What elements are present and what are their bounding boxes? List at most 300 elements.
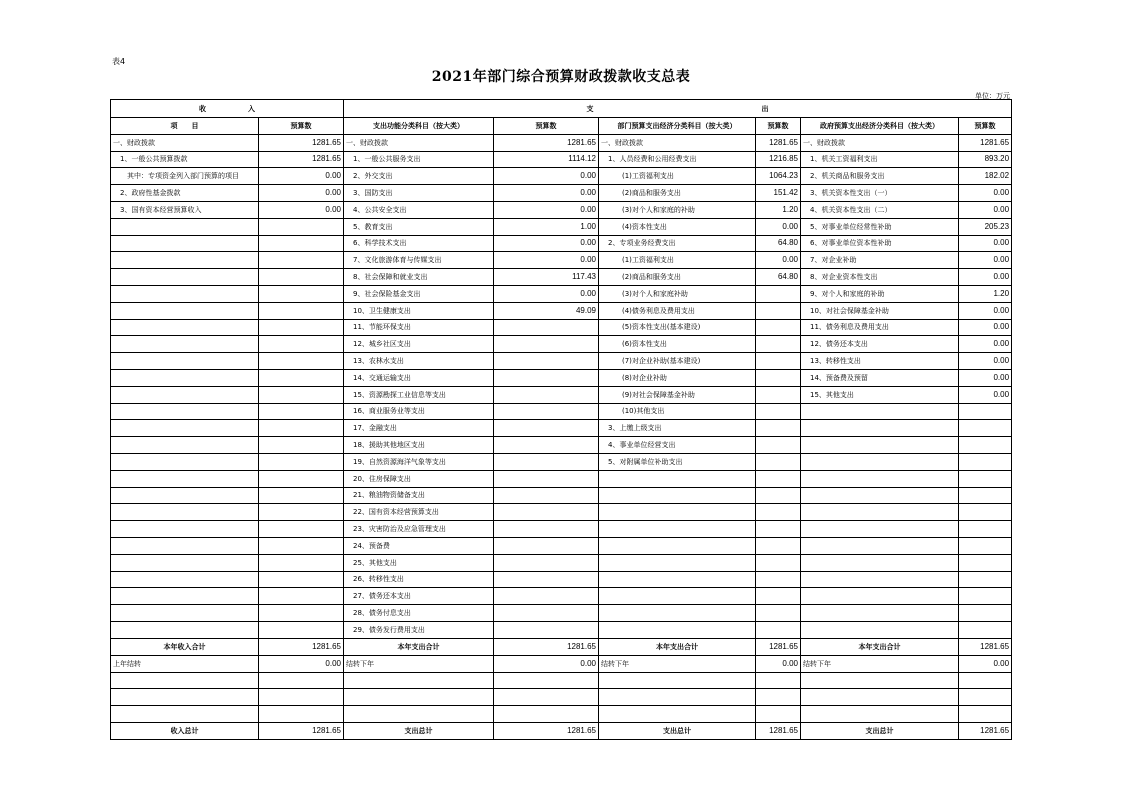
budget-amount-cell [494,621,599,638]
item-label-cell [599,537,756,554]
budget-amount-cell [756,689,801,706]
item-label-cell: 1、一般公共预算拨款 [111,151,259,168]
item-label-cell [801,521,959,538]
item-label-cell [801,453,959,470]
item-label-cell: (10)其他支出 [599,403,756,420]
budget-amount-cell: 0.00 [259,185,344,202]
unit-label: 单位：万元 [975,92,1010,100]
table-row [111,605,1012,622]
budget-amount-cell: 0.00 [259,168,344,185]
table-row [111,336,1012,353]
table-row [111,218,1012,235]
item-label-cell [801,672,959,689]
budget-amount-cell: 182.02 [959,168,1012,185]
item-label-cell: 13、农林水支出 [344,353,494,370]
budget-amount-cell: 0.00 [259,201,344,218]
item-label-cell: 19、自然资源海洋气象等支出 [344,453,494,470]
budget-amount-cell [756,386,801,403]
budget-amount-cell [959,588,1012,605]
budget-amount-cell [494,420,599,437]
table-row [111,571,1012,588]
item-label-cell [111,487,259,504]
item-label-cell: (2)商品和服务支出 [599,185,756,202]
item-label-cell [599,521,756,538]
item-label-cell: (1)工资福利支出 [599,252,756,269]
budget-amount-cell: 0.00 [756,252,801,269]
budget-amount-cell [494,487,599,504]
item-label-cell [111,403,259,420]
carry-row [111,689,1012,706]
budget-amount-cell [259,453,344,470]
col-header: 预算数 [959,118,1012,135]
item-label-cell [599,554,756,571]
budget-amount-cell [259,369,344,386]
budget-amount-cell: 1281.65 [756,638,801,655]
budget-amount-cell: 1281.65 [259,134,344,151]
item-label-cell: 8、对企业资本性支出 [801,269,959,286]
budget-amount-cell [959,706,1012,723]
budget-amount-cell: 1281.65 [959,134,1012,151]
budget-amount-cell [756,571,801,588]
budget-amount-cell [959,437,1012,454]
budget-amount-cell [756,420,801,437]
item-label-cell: 27、债务还本支出 [344,588,494,605]
table-row [111,470,1012,487]
item-label-cell [801,571,959,588]
budget-amount-cell [259,605,344,622]
item-label-cell: (6)资本性支出 [599,336,756,353]
budget-amount-cell [959,672,1012,689]
budget-amount-cell [259,269,344,286]
page-title: 2021年部门综合预算财政拨款收支总表 [431,69,691,85]
item-label-cell [599,689,756,706]
budget-amount-cell [494,369,599,386]
budget-amount-cell [756,369,801,386]
table-row [111,403,1012,420]
budget-amount-cell: 1281.65 [959,638,1012,655]
item-label-cell: 本年支出合计 [599,638,756,655]
item-label-cell [599,504,756,521]
budget-amount-cell [756,285,801,302]
item-label-cell: 29、债务发行费用支出 [344,621,494,638]
item-label-cell: 26、转移性支出 [344,571,494,588]
item-label-cell: 5、对附属单位补助支出 [599,453,756,470]
item-label-cell [801,621,959,638]
item-label-cell: 14、预备费及预留 [801,369,959,386]
item-label-cell: 2、外交支出 [344,168,494,185]
item-label-cell [111,706,259,723]
budget-amount-cell: 0.00 [959,353,1012,370]
budget-amount-cell: 0.00 [959,302,1012,319]
budget-amount-cell [959,453,1012,470]
item-label-cell: 10、对社会保障基金补助 [801,302,959,319]
item-label-cell [801,537,959,554]
table-row [111,201,1012,218]
item-label-cell [111,353,259,370]
budget-amount-cell [259,706,344,723]
item-label-cell: 7、对企业补助 [801,252,959,269]
budget-amount-cell [494,403,599,420]
item-label-cell [111,554,259,571]
item-label-cell [599,571,756,588]
budget-amount-cell [494,521,599,538]
item-label-cell [599,706,756,723]
budget-amount-cell: 0.00 [494,201,599,218]
budget-amount-cell: 1.00 [494,218,599,235]
budget-amount-cell: 1064.23 [756,168,801,185]
item-label-cell [111,605,259,622]
item-label-cell: 1、一般公共服务支出 [344,151,494,168]
table-row [111,353,1012,370]
budget-amount-cell: 0.00 [959,655,1012,672]
budget-amount-cell [259,689,344,706]
table-row [111,453,1012,470]
budget-amount-cell [756,672,801,689]
item-label-cell: (2)商品和服务支出 [599,269,756,286]
item-label-cell: 12、债务还本支出 [801,336,959,353]
budget-amount-cell: 893.20 [959,151,1012,168]
item-label-cell [801,437,959,454]
item-label-cell [801,689,959,706]
budget-amount-cell: 1216.85 [756,151,801,168]
budget-amount-cell: 0.00 [259,655,344,672]
budget-amount-cell: 0.00 [959,269,1012,286]
budget-amount-cell [756,537,801,554]
budget-amount-cell: 0.00 [959,319,1012,336]
item-label-cell [111,235,259,252]
item-label-cell: 支出总计 [801,722,959,739]
budget-amount-cell [959,504,1012,521]
item-label-cell: 5、对事业单位经常性补助 [801,218,959,235]
budget-amount-cell [959,571,1012,588]
item-label-cell: 6、科学技术支出 [344,235,494,252]
budget-amount-cell: 1281.65 [259,638,344,655]
budget-amount-cell: 151.42 [756,185,801,202]
budget-amount-cell: 0.00 [494,655,599,672]
table-row [111,621,1012,638]
budget-amount-cell [756,319,801,336]
table-row [111,269,1012,286]
budget-amount-cell [756,403,801,420]
item-label-cell: 一、财政拨款 [111,134,259,151]
col-header: 项 目 [111,118,259,135]
budget-amount-cell [959,537,1012,554]
budget-amount-cell: 0.00 [959,235,1012,252]
budget-amount-cell: 1281.65 [494,134,599,151]
item-label-cell: 2、专项业务经费支出 [599,235,756,252]
carry-row [111,672,1012,689]
item-label-cell: (4)债务利息及费用支出 [599,302,756,319]
item-label-cell: (9)对社会保障基金补助 [599,386,756,403]
budget-amount-cell [756,588,801,605]
item-label-cell: 收入总计 [111,722,259,739]
annual-total-row [111,638,1012,655]
table-row [111,168,1012,185]
budget-amount-cell: 1281.65 [756,722,801,739]
item-label-cell: 结转下年 [344,655,494,672]
budget-amount-cell [259,504,344,521]
item-label-cell: (3)对个人和家庭的补助 [599,201,756,218]
item-label-cell: 7、文化旅游体育与传媒支出 [344,252,494,269]
item-label-cell: (8)对企业补助 [599,369,756,386]
budget-amount-cell: 49.09 [494,302,599,319]
item-label-cell [599,588,756,605]
budget-amount-cell: 1281.65 [259,151,344,168]
table-row [111,134,1012,151]
budget-amount-cell [959,420,1012,437]
budget-amount-cell [259,521,344,538]
item-label-cell: 6、对事业单位资本性补助 [801,235,959,252]
grand-total-row [111,722,1012,739]
budget-amount-cell [756,621,801,638]
budget-amount-cell: 0.00 [959,185,1012,202]
item-label-cell: 3、国防支出 [344,185,494,202]
item-label-cell [111,470,259,487]
budget-amount-cell [756,554,801,571]
budget-amount-cell [259,487,344,504]
item-label-cell [599,470,756,487]
item-label-cell [111,571,259,588]
budget-amount-cell [756,336,801,353]
budget-amount-cell: 1281.65 [259,722,344,739]
col-header: 预算数 [756,118,801,135]
budget-amount-cell: 1281.65 [959,722,1012,739]
budget-amount-cell [756,706,801,723]
budget-amount-cell: 1.20 [959,285,1012,302]
item-label-cell: 23、灾害防治及应急管理支出 [344,521,494,538]
budget-amount-cell [494,504,599,521]
item-label-cell [801,470,959,487]
table-row [111,302,1012,319]
budget-amount-cell [494,336,599,353]
budget-amount-cell: 0.00 [756,218,801,235]
budget-amount-cell [494,706,599,723]
budget-amount-cell [494,689,599,706]
budget-amount-cell [259,554,344,571]
item-label-cell [801,487,959,504]
budget-amount-cell: 0.00 [959,201,1012,218]
item-label-cell: 一、财政拨款 [344,134,494,151]
item-label-cell: 11、节能环保支出 [344,319,494,336]
item-label-cell: 24、预备费 [344,537,494,554]
budget-amount-cell: 0.00 [959,252,1012,269]
item-label-cell [111,537,259,554]
item-label-cell: 结转下年 [801,655,959,672]
budget-amount-cell [259,571,344,588]
budget-amount-cell [494,672,599,689]
budget-amount-cell [259,252,344,269]
budget-amount-cell [959,487,1012,504]
budget-amount-cell [756,504,801,521]
budget-amount-cell [494,353,599,370]
budget-amount-cell [259,470,344,487]
item-label-cell: 支出总计 [599,722,756,739]
item-label-cell [801,605,959,622]
item-label-cell [801,554,959,571]
budget-amount-cell [494,554,599,571]
item-label-cell: (7)对企业补助(基本建设) [599,353,756,370]
item-label-cell: 15、其他支出 [801,386,959,403]
item-label-cell: 11、债务利息及费用支出 [801,319,959,336]
budget-amount-cell [756,521,801,538]
budget-amount-cell [756,353,801,370]
budget-amount-cell [959,403,1012,420]
col-header: 部门预算支出经济分类科目（按大类） [599,118,756,135]
budget-amount-cell [259,537,344,554]
item-label-cell: (3)对个人和家庭补助 [599,285,756,302]
item-label-cell [801,588,959,605]
item-label-cell [801,706,959,723]
item-label-cell [111,285,259,302]
item-label-cell [111,672,259,689]
budget-amount-cell [494,470,599,487]
item-label-cell: 本年支出合计 [344,638,494,655]
item-label-cell: 1、人员经费和公用经费支出 [599,151,756,168]
budget-amount-cell [259,218,344,235]
budget-amount-cell: 0.00 [959,369,1012,386]
item-label-cell: 1、机关工资福利支出 [801,151,959,168]
item-label-cell [111,319,259,336]
budget-amount-cell: 1281.65 [494,722,599,739]
budget-amount-cell: 64.80 [756,235,801,252]
budget-amount-cell [494,588,599,605]
budget-amount-cell [259,235,344,252]
table-row [111,185,1012,202]
item-label-cell [801,420,959,437]
item-label-cell [111,437,259,454]
budget-amount-cell [959,689,1012,706]
budget-amount-cell [259,621,344,638]
table-row [111,319,1012,336]
budget-amount-cell [494,605,599,622]
item-label-cell: 17、金融支出 [344,420,494,437]
table-row [111,504,1012,521]
budget-amount-cell [959,621,1012,638]
budget-amount-cell [756,437,801,454]
budget-amount-cell [259,420,344,437]
table-row [111,554,1012,571]
budget-amount-cell [494,437,599,454]
table-row [111,521,1012,538]
budget-amount-cell [756,487,801,504]
col-header: 预算数 [259,118,344,135]
budget-amount-cell [756,470,801,487]
item-label-cell: 一、财政拨款 [801,134,959,151]
item-label-cell [111,689,259,706]
table-row [111,369,1012,386]
budget-amount-cell [959,470,1012,487]
budget-amount-cell [259,336,344,353]
table-row [111,588,1012,605]
item-label-cell: 3、国有资本经营预算收入 [111,201,259,218]
table-row [111,437,1012,454]
item-label-cell [111,420,259,437]
item-label-cell [111,386,259,403]
item-label-cell: 2、机关商品和服务支出 [801,168,959,185]
budget-amount-cell [259,302,344,319]
budget-amount-cell: 0.00 [494,285,599,302]
item-label-cell [344,706,494,723]
budget-amount-cell: 0.00 [756,655,801,672]
budget-amount-cell [494,453,599,470]
budget-amount-cell [259,588,344,605]
item-label-cell: 上年结转 [111,655,259,672]
item-label-cell: 18、援助其他地区支出 [344,437,494,454]
item-label-cell: 9、社会保险基金支出 [344,285,494,302]
item-label-cell [344,689,494,706]
col-header: 政府预算支出经济分类科目（按大类） [801,118,959,135]
item-label-cell [599,487,756,504]
item-label-cell [599,672,756,689]
item-label-cell [111,521,259,538]
budget-amount-cell [259,386,344,403]
item-label-cell: 5、教育支出 [344,218,494,235]
item-label-cell: 20、住房保障支出 [344,470,494,487]
item-label-cell: 4、公共安全支出 [344,201,494,218]
item-label-cell: 本年支出合计 [801,638,959,655]
item-label-cell [111,588,259,605]
budget-amount-cell [494,537,599,554]
budget-amount-cell [259,672,344,689]
item-label-cell: 结转下年 [599,655,756,672]
item-label-cell [801,504,959,521]
carry-row [111,706,1012,723]
budget-amount-cell [259,353,344,370]
item-label-cell: 13、转移性支出 [801,353,959,370]
item-label-cell [801,403,959,420]
item-label-cell: 支出总计 [344,722,494,739]
item-label-cell: 一、财政拨款 [599,134,756,151]
budget-amount-cell: 117.43 [494,269,599,286]
budget-amount-cell: 0.00 [494,168,599,185]
item-label-cell [111,269,259,286]
budget-amount-cell: 1281.65 [494,638,599,655]
item-label-cell: 21、粮油物资储备支出 [344,487,494,504]
budget-amount-cell [259,437,344,454]
budget-amount-cell: 1114.12 [494,151,599,168]
budget-amount-cell: 0.00 [959,336,1012,353]
budget-amount-cell [756,453,801,470]
item-label-cell [111,302,259,319]
item-label-cell [111,504,259,521]
item-label-cell: 9、对个人和家庭的补助 [801,285,959,302]
budget-amount-cell [959,521,1012,538]
budget-table [110,99,1012,740]
item-label-cell: (4)资本性支出 [599,218,756,235]
budget-amount-cell [756,302,801,319]
budget-amount-cell [959,605,1012,622]
item-label-cell [111,218,259,235]
item-label-cell: (5)资本性支出(基本建设) [599,319,756,336]
table-row [111,420,1012,437]
budget-amount-cell: 0.00 [494,252,599,269]
item-label-cell: 16、商业服务业等支出 [344,403,494,420]
expense-header: 支 出 [344,100,1012,118]
item-label-cell [344,672,494,689]
item-label-cell: 10、卫生健康支出 [344,302,494,319]
budget-amount-cell: 205.23 [959,218,1012,235]
table-row [111,537,1012,554]
item-label-cell: 3、机关资本性支出（一） [801,185,959,202]
budget-amount-cell [259,285,344,302]
table-row [111,252,1012,269]
carry-row [111,655,1012,672]
item-label-cell: 2、政府性基金拨款 [111,185,259,202]
budget-amount-cell [494,386,599,403]
item-label-cell [111,252,259,269]
budget-amount-cell: 0.00 [494,185,599,202]
budget-amount-cell: 1.20 [756,201,801,218]
